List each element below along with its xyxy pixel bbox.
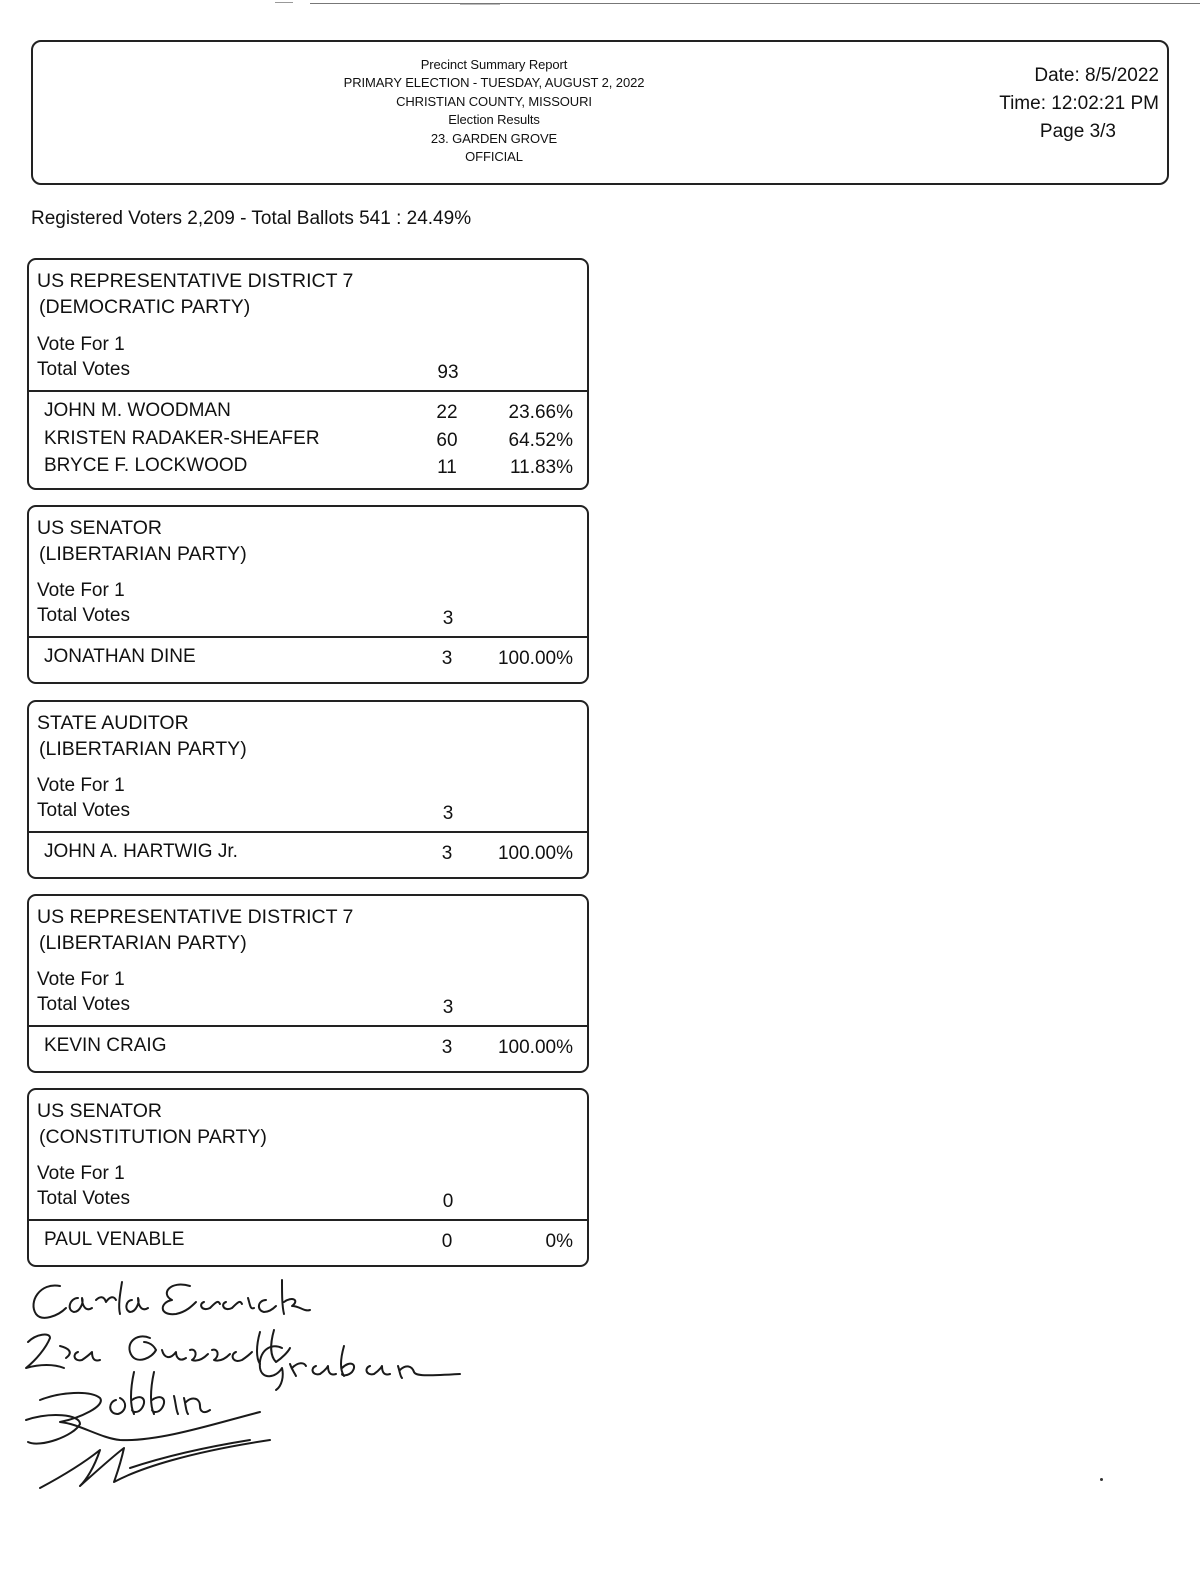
total-votes-value: 0 [442,1191,454,1212]
vote-for-label: Vote For 1 [37,334,125,355]
total-votes-label: Total Votes [37,800,130,821]
total-votes-value: 3 [442,997,454,1018]
contest-divider [29,831,587,833]
candidate-row [29,428,587,456]
candidate-votes: 3 [441,648,453,669]
contest-box [27,505,589,684]
candidate-votes: 11 [437,457,457,478]
scan-artifact [460,4,500,5]
scan-artifact [1100,1478,1103,1481]
signatures-icon [20,1272,490,1502]
candidate-name: KEVIN CRAIG [44,1035,167,1056]
candidate-row [29,455,587,483]
report-time: Time: 12:02:21 PM [999,93,1159,114]
contest-party: (LIBERTARIAN PARTY) [39,543,247,565]
total-votes-value: 93 [437,362,459,383]
candidate-row [29,400,587,428]
contest-divider [29,390,587,392]
candidate-name: BRYCE F. LOCKWOOD [44,455,248,476]
candidate-votes: 3 [441,843,453,864]
vote-for-label: Vote For 1 [37,1163,125,1184]
candidate-name: JONATHAN DINE [44,646,196,667]
candidate-votes: 60 [436,430,458,451]
official-label: OFFICIAL [465,149,523,165]
contest-party: (LIBERTARIAN PARTY) [39,738,247,760]
candidate-percent: 11.83% [509,457,573,478]
contest-divider [29,1219,587,1221]
turnout-summary: Registered Voters 2,209 - Total Ballots 541 : 24.49% [31,208,472,229]
candidate-votes: 0 [441,1231,453,1252]
contest-party: (LIBERTARIAN PARTY) [39,932,247,954]
election-name: PRIMARY ELECTION - TUESDAY, AUGUST 2, 2022 [343,75,645,91]
candidate-percent: 0% [545,1231,573,1252]
candidate-percent: 23.66% [508,402,573,423]
total-votes-label: Total Votes [37,359,130,380]
candidate-votes: 3 [441,1037,453,1058]
candidate-row [29,1229,587,1257]
report-header [31,40,1169,185]
contest-title: US REPRESENTATIVE DISTRICT 7 [37,906,354,928]
total-votes-label: Total Votes [37,1188,130,1209]
report-header-center [33,56,955,166]
county-name: CHRISTIAN COUNTY, MISSOURI [396,93,592,109]
contest-party: (DEMOCRATIC PARTY) [39,296,251,318]
contest-divider [29,1025,587,1027]
contest-box [27,700,589,879]
candidate-row [29,1035,587,1063]
contest-title: US SENATOR [37,1100,162,1122]
contest-divider [29,636,587,638]
contest-box [27,1088,589,1267]
candidate-percent: 100.00% [497,648,573,669]
vote-for-label: Vote For 1 [37,969,125,990]
contest-box [27,894,589,1073]
results-label: Election Results [448,112,540,128]
candidate-percent: 64.52% [508,430,573,451]
candidate-name: JOHN A. HARTWIG Jr. [44,841,238,862]
total-votes-value: 3 [442,608,454,629]
candidate-name: JOHN M. WOODMAN [44,400,231,421]
candidate-name: PAUL VENABLE [44,1229,185,1250]
candidate-votes: 22 [436,402,458,423]
report-date: Date: 8/5/2022 [1034,65,1159,86]
report-meta [999,62,1159,146]
scan-artifact [275,2,293,3]
contest-title: STATE AUDITOR [37,712,189,734]
vote-for-label: Vote For 1 [37,775,125,796]
contest-box [27,258,589,490]
vote-for-label: Vote For 1 [37,580,125,601]
candidate-name: KRISTEN RADAKER-SHEAFER [44,428,320,449]
candidate-row [29,646,587,674]
total-votes-label: Total Votes [37,994,130,1015]
total-votes-value: 3 [442,803,454,824]
total-votes-label: Total Votes [37,605,130,626]
report-type: Precinct Summary Report [420,57,568,72]
candidate-percent: 100.00% [497,843,573,864]
contest-title: US SENATOR [37,517,162,539]
candidate-row [29,841,587,869]
contest-title: US REPRESENTATIVE DISTRICT 7 [37,270,354,292]
candidate-percent: 100.00% [497,1037,573,1058]
contest-party: (CONSTITUTION PARTY) [39,1126,267,1148]
precinct-name: 23. GARDEN GROVE [430,130,558,146]
scan-artifact [310,3,1200,4]
page-number: Page 3/3 [1039,121,1116,142]
